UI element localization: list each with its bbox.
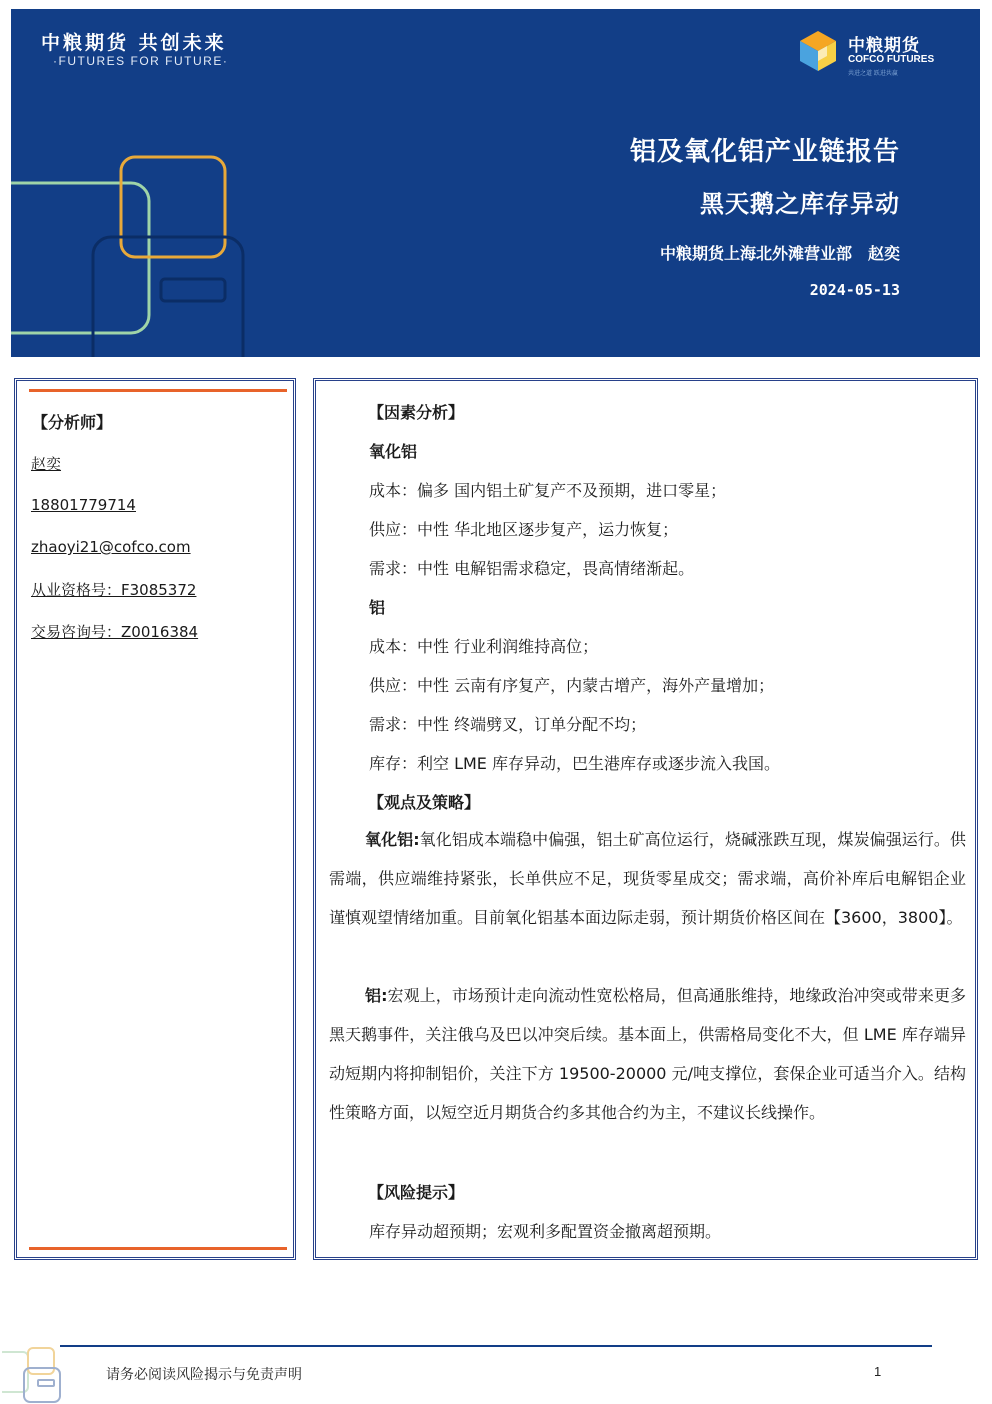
analyst-phone: 18801779714: [31, 496, 136, 514]
consulting-number: 交易咨询号：Z0016384: [31, 623, 199, 641]
aluminum-inventory-row: 库存：利空 LME 库存异动，巴生港库存或逐步流入我国。: [369, 754, 781, 773]
orange-divider-top: [29, 389, 287, 392]
aluminum-view-lead: 铝:: [365, 986, 388, 1005]
cofco-logo: [796, 29, 936, 81]
report-date: 2024-05-13: [809, 281, 900, 299]
alumina-view-lead: 氧化铝:: [365, 830, 420, 849]
cofco-logo-icon: [796, 29, 840, 73]
aluminum-cost-row: 成本：中性 行业利润维持高位；: [369, 637, 599, 656]
alumina-supply-row: 供应：中性 华北地区逐步复产，运力恢复；: [369, 520, 679, 539]
report-author: 中粮期货上海北外滩营业部 赵奕: [659, 244, 900, 263]
logo-en: COFCO FUTURES: [848, 54, 935, 65]
aluminum-supply-row: 供应：中性 云南有序复产，内蒙古增产，海外产量增加；: [369, 676, 775, 695]
aluminum-heading: 铝: [369, 598, 386, 617]
footer-decorative-frames: [2, 1344, 64, 1404]
aluminum-demand-row: 需求：中性 终端劈叉，订单分配不均；: [369, 715, 647, 734]
analyst-email[interactable]: zhaoyi21@cofco.com: [31, 538, 191, 556]
slogan-en: ·FUTURES FOR FUTURE·: [53, 54, 229, 68]
logo-tagline: 共进之道 跃进共赢: [848, 70, 898, 77]
header-banner: [11, 9, 980, 357]
logo-cn: 中粮期货: [848, 36, 920, 56]
decorative-frames: [11, 149, 271, 357]
view-strategy-heading: 【观点及策略】: [368, 793, 481, 812]
aluminum-view-paragraph: [329, 976, 966, 1132]
analyst-heading: 【分析师】: [32, 413, 113, 432]
alumina-heading: 氧化铝: [369, 442, 418, 461]
factor-analysis-heading: 【因素分析】: [368, 403, 465, 422]
footer-divider: [60, 1345, 932, 1347]
report-subtitle: 黑天鹅之库存异动: [700, 190, 900, 218]
analysis-panel: [313, 378, 978, 1260]
orange-divider-bottom: [29, 1247, 287, 1250]
alumina-view-text: 氧化铝成本端稳中偏强，铝土矿高位运行，烧碱涨跌互现，煤炭偏强运行。供需端，供应端维持紧张，长单供应不足，现货零星成交；需求端，高价补库后电解铝企业谨慎观望情绪加重。目前氧化铝基本面边际走弱，预计期货价格区间在【3600，3800】。: [329, 830, 966, 927]
page-number: 1: [874, 1364, 882, 1379]
analyst-sidebar: [14, 378, 296, 1260]
alumina-view-paragraph: [329, 820, 966, 937]
analyst-name: 赵奕: [31, 455, 62, 473]
risk-text: 库存异动超预期；宏观利多配置资金撤离超预期。: [369, 1222, 722, 1241]
qualification-number: 从业资格号：F3085372: [31, 581, 197, 599]
footer-disclaimer[interactable]: 请务必阅读风险揭示与免责声明: [106, 1367, 302, 1383]
alumina-demand-row: 需求：中性 电解铝需求稳定，畏高情绪渐起。: [369, 559, 695, 578]
aluminum-view-text: 宏观上，市场预计走向流动性宽松格局，但高通胀维持，地缘政治冲突或带来更多黑天鹅事件，关注俄乌及巴以冲突后续。基本面上，供需格局变化不大，但 LME 库存端异动短期内将抑制铝价，关注下方 19500-20000 元/吨支撑位，套保企业可适当介入。结构性策略方面，以短空近月期货合约多其他合约为主，不建议长线操作。: [329, 986, 966, 1122]
slogan-cn: 中粮期货 共创未来: [41, 32, 227, 54]
alumina-cost-row: 成本：偏多 国内铝土矿复产不及预期，进口零星；: [369, 481, 727, 500]
report-title: 铝及氧化铝产业链报告: [629, 137, 900, 167]
risk-heading: 【风险提示】: [368, 1183, 465, 1202]
